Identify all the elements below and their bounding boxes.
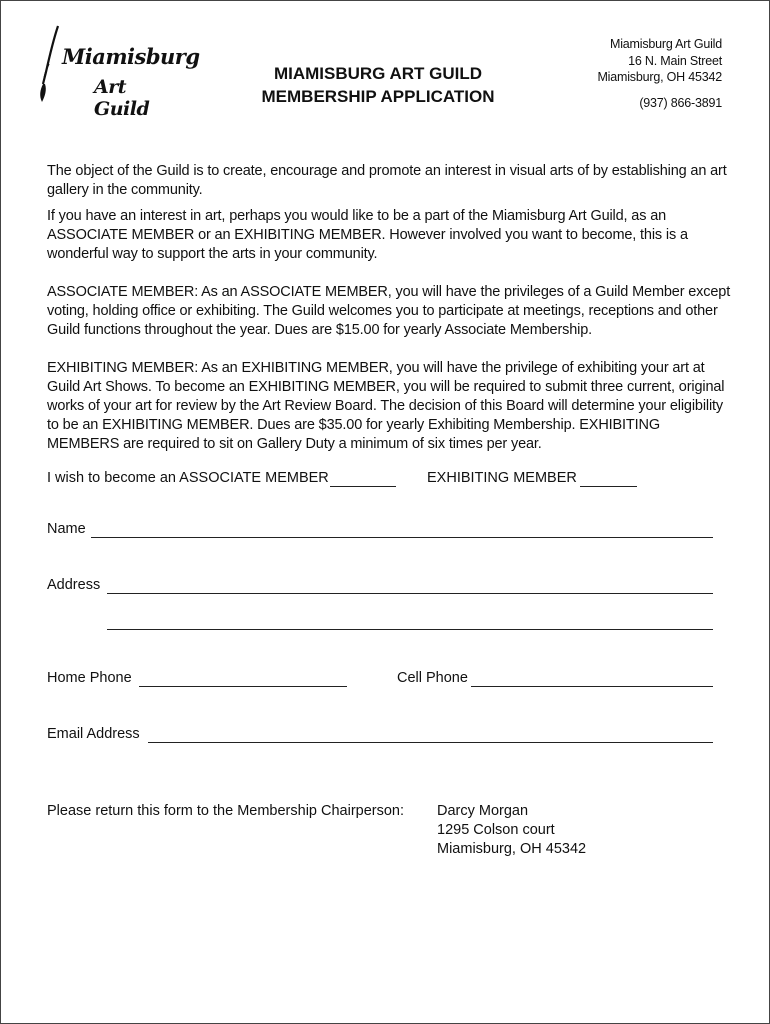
chairperson-name: Darcy Morgan xyxy=(437,803,529,819)
contact-phone: (937) 866-3891 xyxy=(639,95,722,110)
home-phone-label: Home Phone xyxy=(47,670,132,686)
return-instructions: Please return this form to the Membership Chairperson: xyxy=(47,803,405,819)
address-field-line-2[interactable] xyxy=(107,629,713,630)
logo-text-miamisburg: Miamisburg xyxy=(62,44,200,69)
address-field-line-1[interactable] xyxy=(107,593,713,594)
paragraph-associate: ASSOCIATE MEMBER: As an ASSOCIATE MEMBER, you will have the privileges of a Guild Member except voting, holding office or exhibiting. The Guild welcomes you to participate at meetings, receptions and other Guild functions throughout the year. Dues are $15.00 for yearly Associate Membership. xyxy=(47,284,731,338)
guild-logo xyxy=(36,24,200,120)
cell-phone-field[interactable] xyxy=(471,686,713,687)
name-label: Name xyxy=(47,521,86,537)
address-label: Address xyxy=(47,577,101,593)
title-line-1: MIAMISBURG ART GUILD xyxy=(273,64,483,83)
title-line-2: MEMBERSHIP APPLICATION xyxy=(261,87,495,106)
logo-text-art-guild: Art Guild xyxy=(94,76,150,120)
paragraph-exhibiting: EXHIBITING MEMBER: As an EXHIBITING MEMBER, you will have the privilege of exhibiting your art at Guild Art Shows. To become an EXHIBITING MEMBER, you will be required to submit three current, original works of your art for review by the Art Review Board. The decision of this Board will determine your eligibility to be an EXHIBITING MEMBER. Dues are $35.00 for yearly Exhibiting Membership. EXHIBITING MEMBERS are required to sit on Gallery Duty a minimum of six times per year. xyxy=(47,360,725,452)
name-field[interactable] xyxy=(91,537,713,538)
paragraph-interest: If you have an interest in art, perhaps you would like to be a part of the Miamisburg Art Guild, as an ASSOCIATE MEMBER or an EXHIBITING MEMBER. However involved you want to become, this is a wonderful way to support the arts in your community. xyxy=(47,208,688,262)
associate-member-blank[interactable] xyxy=(330,486,396,487)
email-field[interactable] xyxy=(148,742,713,743)
contact-city: Miamisburg, OH 45342 xyxy=(597,70,722,84)
chairperson-city: Miamisburg, OH 45342 xyxy=(437,841,587,857)
email-label: Email Address xyxy=(47,726,140,742)
exhibiting-member-blank[interactable] xyxy=(580,486,637,487)
membership-choice-row xyxy=(47,470,329,486)
contact-street: 16 N. Main Street xyxy=(628,53,722,68)
cell-phone-label: Cell Phone xyxy=(397,670,468,686)
contact-org: Miamisburg Art Guild xyxy=(609,37,722,51)
exhibiting-choice xyxy=(427,470,577,486)
home-phone-field[interactable] xyxy=(139,686,347,687)
page-title xyxy=(228,62,528,108)
associate-member-label: I wish to become an ASSOCIATE MEMBER xyxy=(47,470,329,486)
chairperson-address xyxy=(437,802,586,859)
paragraph-object: The object of the Guild is to create, encourage and promote an interest in visual arts of by establishing an art gallery in the community. xyxy=(47,163,727,198)
guild-contact-block xyxy=(597,36,722,111)
chairperson-street: 1295 Colson court xyxy=(437,822,555,838)
exhibiting-member-label: EXHIBITING MEMBER xyxy=(427,470,577,486)
